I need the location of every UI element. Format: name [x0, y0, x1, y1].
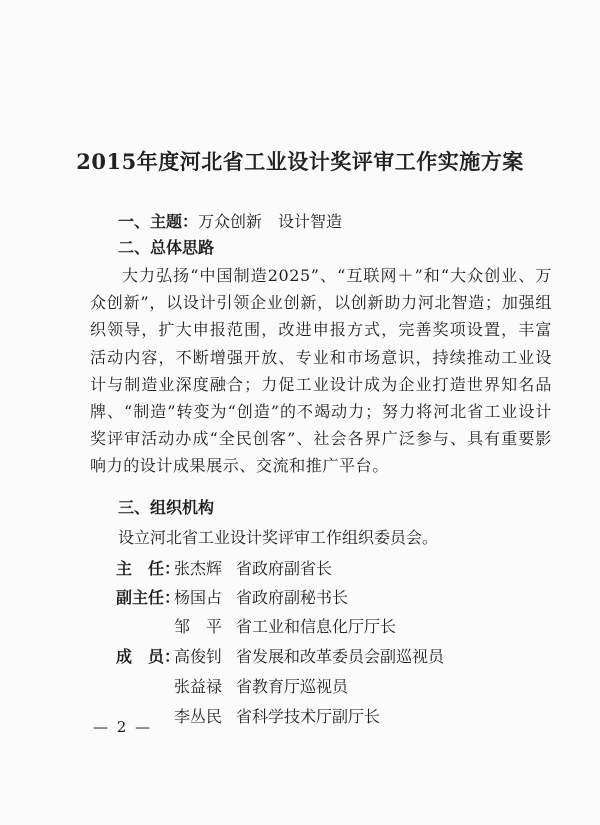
- section-1-heading: 一、主题：: [118, 212, 199, 231]
- section-2-paragraph: 大力弘扬“中国制造2025”、“互联网＋”和“大众创业、万众创新”，以设计引领企业创新，以创新助力河北智造；加强组织领导，扩大申报范围，改进申报方式，完善奖项设置，丰富活动内容，不断增强开放、专业和市场意识，持续推动工业设计与制造业深度融合；力促工业设计成为企业打造世界知名品牌、“制造”转变为“创造”的不竭动力；努力将河北省工业设计奖评审活动办成“全民创客”、社会各界广泛参与、具有重要影响力的设计成果展示、交流和推广平台。: [90, 266, 552, 476]
- member-name: 李丛民: [174, 707, 223, 726]
- section-3-intro: 设立河北省工业设计奖评审工作组织委员会。: [118, 528, 439, 547]
- section-2-heading: 二、总体思路: [118, 238, 215, 257]
- member-name: 杨国占: [174, 588, 223, 607]
- member-name: 张杰辉: [174, 559, 223, 578]
- section-1: [118, 212, 342, 232]
- member-name: 高俊钊: [174, 647, 223, 666]
- member-name: 张益禄: [174, 677, 223, 696]
- member-position: 省政府副省长: [236, 559, 333, 578]
- section-1-theme: 万众创新 设计智造: [198, 212, 343, 231]
- page-number: — 2 —: [93, 718, 153, 736]
- member-role: 主 任：: [116, 559, 181, 578]
- member-role: 副主任：: [116, 588, 181, 607]
- member-position: 省政府副秘书长: [236, 588, 349, 607]
- member-name: 邹 平: [174, 617, 223, 636]
- member-position: 省教育厅巡视员: [236, 677, 349, 696]
- member-position: 省工业和信息化厅厅长: [236, 617, 397, 636]
- document-title: 2015年度河北省工业设计奖评审工作实施方案: [76, 149, 524, 174]
- member-position: 省发展和改革委员会副巡视员: [236, 647, 445, 666]
- section-3-heading: 三、组织机构: [118, 498, 215, 517]
- member-position: 省科学技术厅副厅长: [236, 707, 381, 726]
- member-role: 成 员：: [116, 647, 181, 666]
